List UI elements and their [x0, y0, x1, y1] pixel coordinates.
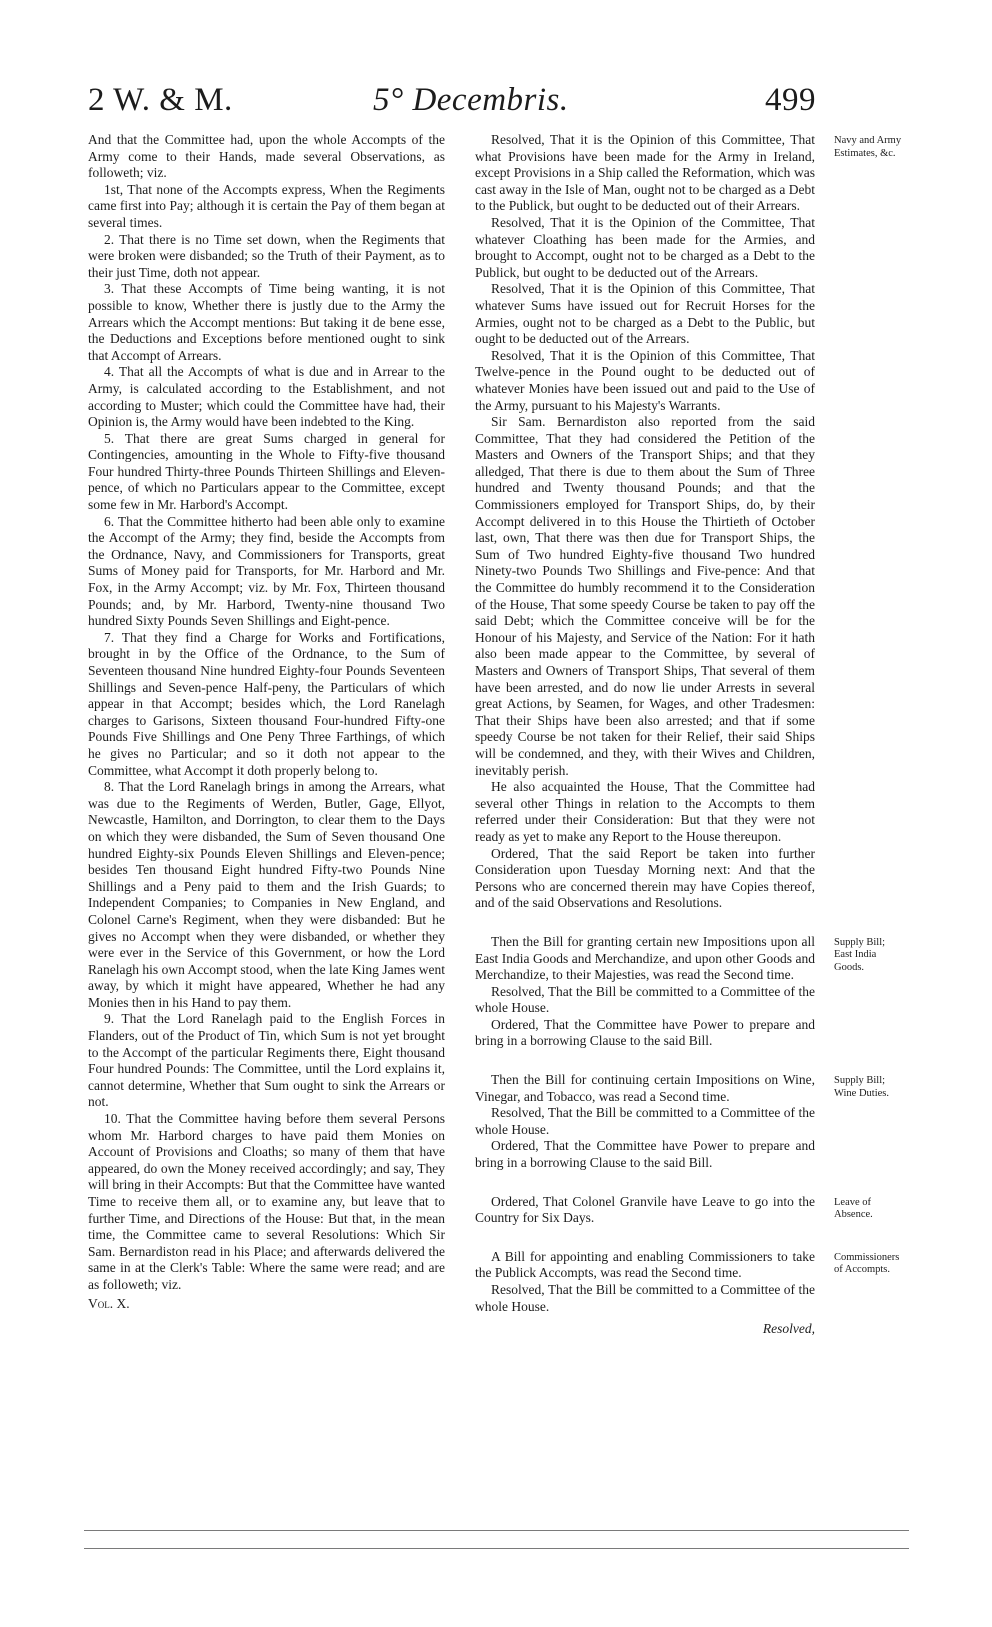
paragraph: 8. That the Lord Ranelagh brings in among the Arrears, what was due to the Regiments of Werden, Butler, Gage, Ellyot, Newcastle, Hamilton, and Dorrington, to clear them to the Days on which they were disbanded, the Sum of Seven thousand One hundred Eighty-six Pounds Eleven Shillings and Eleven-pence; besides Ten thousand Eight hundred Fifty-two Pounds Nine Shillings and a Peny paid to them and the Irish Guards; to Independent Companies; to Companies in New England, and Colonel Carne's Regiment, when they were disbanded: But he gives no Accompt when they were disbanded, or whether they were ever in the Service of this Government, or how the Lord Ranelagh his own Accompt stood, when the late King James went away, by which it might have appeared, Whether he had any Monies then in his Hand to pay them. [88, 779, 445, 1010]
left-column [88, 132, 445, 1312]
paragraph: A Bill for appointing and enabling Commissioners to take the Publick Accompts, was read the Second time. [475, 1248, 815, 1281]
paragraph: Resolved, That the Bill be committed to a Committee of the whole House. [475, 1282, 815, 1314]
page-number: 499 [765, 82, 816, 118]
paragraph: 7. That they find a Charge for Works and Fortifications, brought in by the Office of the Ordnance, to the Sum of Seventeen thousand Nine hundred Eighty-four Pounds Seventeen Shillings and Seven-pence Half-peny, the Particulars of which appear in that Accompt; besides which, the Lord Ranelagh charges to Garisons, Sixteen thousand Four-hundred Fifty-one Pounds Five Shillings and One Peny Three Farthings, of which he gives no Particular; and so it doth not appear to the Committee, what Accompt it doth properly belong to. [88, 629, 445, 778]
paragraph: 1st, That none of the Accompts express, When the Regiments came first into Pay; although it is certain the Pay of them began at several times. [88, 181, 445, 230]
paragraph: 3. That these Accompts of Time being wanting, it is not possible to know, Whether there is justly due to the Army the Arrears which the Accompt mentions: But taking it de bene esse, the Deductions and Exceptions before mentioned ought to sink that Accompt of Arrears. [88, 281, 445, 363]
margin-note: Commissioners of Accompts. [834, 1251, 900, 1276]
paragraph: And that the Committee had, upon the whole Accompts of the Army come to their Hands, made several Observations, as followeth; viz. [88, 132, 445, 181]
margin-note: Leave of Absence. [834, 1196, 873, 1221]
running-head-regnal-year: 2 W. & M. [88, 82, 233, 118]
paragraph: 10. That the Committee having before them several Persons whom Mr. Harbord charges to have paid them Monies on Account of Provisions and Cloaths; so many of them that have appeared, do own the Money received accordingly; and say, They will bring in their Accompts: But that the Committee have wanted Time to receive them all, or to examine any, but leave that to further Time, and Directions of the House: But that, in the mean time, the Committee came to several Resolutions: Which Sir Sam. Bernardiston read in his Place; and afterwards delivered the same in at the Clerk's Table: Where the same were read; and are as followeth; viz. [88, 1111, 445, 1292]
paragraph: Resolved, That it is the Opinion of this Committee, That whatever Sums have issued out for Recruit Horses for the Armies, ought not to be charged as a Debt to the Public, but ought to be deducted out of the Arrears. [475, 281, 815, 347]
paragraph: Resolved, That it is the Opinion of the Committee, That whatever Cloathing has been made for the Armies, and brought to Accompt, ought not to be charged as a Debt to the Publick, but ought to be deducted out of the Arrears. [475, 214, 815, 280]
paragraph: He also acquainted the House, That the Committee had several other Things in relation to the Accompts to them referred under their Consideration: But that they were not ready as yet to make any Report to the House thereupon. [475, 779, 815, 844]
footer-rule [84, 1548, 909, 1549]
paragraph: 9. That the Lord Ranelagh paid to the English Forces in Flanders, out of the Product of Tin, which Sum is not yet brought to the Accompt of the particular Regiments there, Eight thousand Four hundred Pounds: The Committee, until the Lord explains it, cannot determine, Whether that Sum ought to sink the Arrears or not. [88, 1011, 445, 1110]
paragraph: Resolved, That the Bill be committed to a Committee of the whole House. [475, 983, 815, 1016]
paragraph: Then the Bill for granting certain new Impositions upon all East India Goods and Merchandize, and upon other Goods and Merchandize, to their Majesties, was read the Second time. [475, 933, 815, 983]
margin-note: Navy and Army Estimates, &c. [834, 135, 902, 159]
paragraph: 5. That there are great Sums charged in general for Contingencies, amounting in the Whole to Fifty-five thousand Four hundred Thirty-three Pounds Thirteen Shillings and Eleven-pence, of which no Particulars appear to the Committee, except some few in Mr. Harbord's Accompt. [88, 430, 445, 513]
running-head-date: 5° Decembris. [373, 82, 569, 118]
paragraph: Ordered, That the Committee have Power to prepare and bring in a borrowing Clause to the said Bill. [475, 1016, 815, 1049]
paragraph: 2. That there is no Time set down, when the Regiments that were broken were disbanded; so the Truth of their Payment, as to their just Time, doth not appear. [88, 231, 445, 280]
paragraph: Resolved, That the Bill be committed to a Committee of the whole House. [475, 1105, 815, 1137]
margin-note: Supply Bill; Wine Duties. [834, 1075, 889, 1099]
paragraph: 4. That all the Accompts of what is due and in Arrear to the Army, is calculated according to the Establishment, and not according to Muster; which could the Committee have had, their Opinion is, the Army would have been indebted to the King. [88, 364, 445, 430]
paragraph: Ordered, That Colonel Granvile have Leave to go into the Country for Six Days. [475, 1193, 815, 1226]
paragraph: Ordered, That the said Report be taken into further Consideration upon Tuesday Morning next: And that the Persons who are concerned therein may have Copies thereof, and of the said Observations and Resolutions. [475, 845, 815, 911]
right-column [475, 132, 815, 1338]
paragraph: Sir Sam. Bernardiston also reported from the said Committee, That they had considered the Petition of the Masters and Owners of the Transport Ships; and that they alledged, That there is due to them about the Sum of Three hundred and Twenty thousand Pounds; and that the Commissioners employed for Transport Ships, do, by their Accompt delivered in to this House the Thirtieth of October last, own, That there was then due for Transport Ships, the Sum of Two hundred Eighty-five thousand Two hundred Ninety-two Pounds Two Shillings and Five-pence: And that the Committee do humbly recommend it to the Consideration of the House, That some speedy Course be taken to pay off the said Debt; which the Committee conceive will be for the Honour of his Majesty, and Service of the Nation: For it hath also been made appear to the Committee, by several of Masters and Owners of Transport Ships, That several of them have been arrested, and do now lie under Arrests in several great Actions, by Seamen, for Wages, and other Tradesmen: That their Ships have been also arrested; and that if some speedy Course be not taken for their Relief, their said Ships will be condemned, and they, with their Wives and Children, inevitably perish. [475, 414, 815, 778]
margin-note: Supply Bill; East India Goods. [834, 936, 886, 973]
paragraph: Ordered, That the Committee have Power to prepare and bring in a borrowing Clause to the said Bill. [475, 1138, 815, 1171]
paragraph: Then the Bill for continuing certain Impositions on Wine, Vinegar, and Tobacco, was read a Second time. [475, 1072, 815, 1104]
paragraph: 6. That the Committee hitherto had been able only to examine the Accompt of the Army; they find, beside the Accompts from the Ordnance, Navy, and Commissioners for Transports, great Sums of Money paid for Transports, for Mr. Harbord and Mr. Fox, in the Army Accompt; viz. by Mr. Fox, Thirteen thousand Pounds; and, by Mr. Harbord, Twenty-nine thousand Two hundred Sixty Pounds Seven Shillings and Eight-pence. [88, 513, 445, 629]
catchword: Resolved, [762, 1321, 815, 1337]
volume-signature: Vol. X. [88, 1295, 130, 1311]
footer-rule [84, 1530, 909, 1531]
paragraph: Resolved, That it is the Opinion of this Committee, That Twelve-pence in the Pound ought to be deducted out of whatever Monies have been issued out and paid to the Use of the Army, pursuant to his Majesty's Warrants. [475, 347, 815, 413]
paragraph: Resolved, That it is the Opinion of this Committee, That what Provisions have been made for the Army in Ireland, except Provisions in a Ship called the Reformation, which was cast away in the Isle of Man, ought not to be charged as a Debt to the Publick, but ought to be deducted out of their Arrears. [475, 132, 815, 214]
